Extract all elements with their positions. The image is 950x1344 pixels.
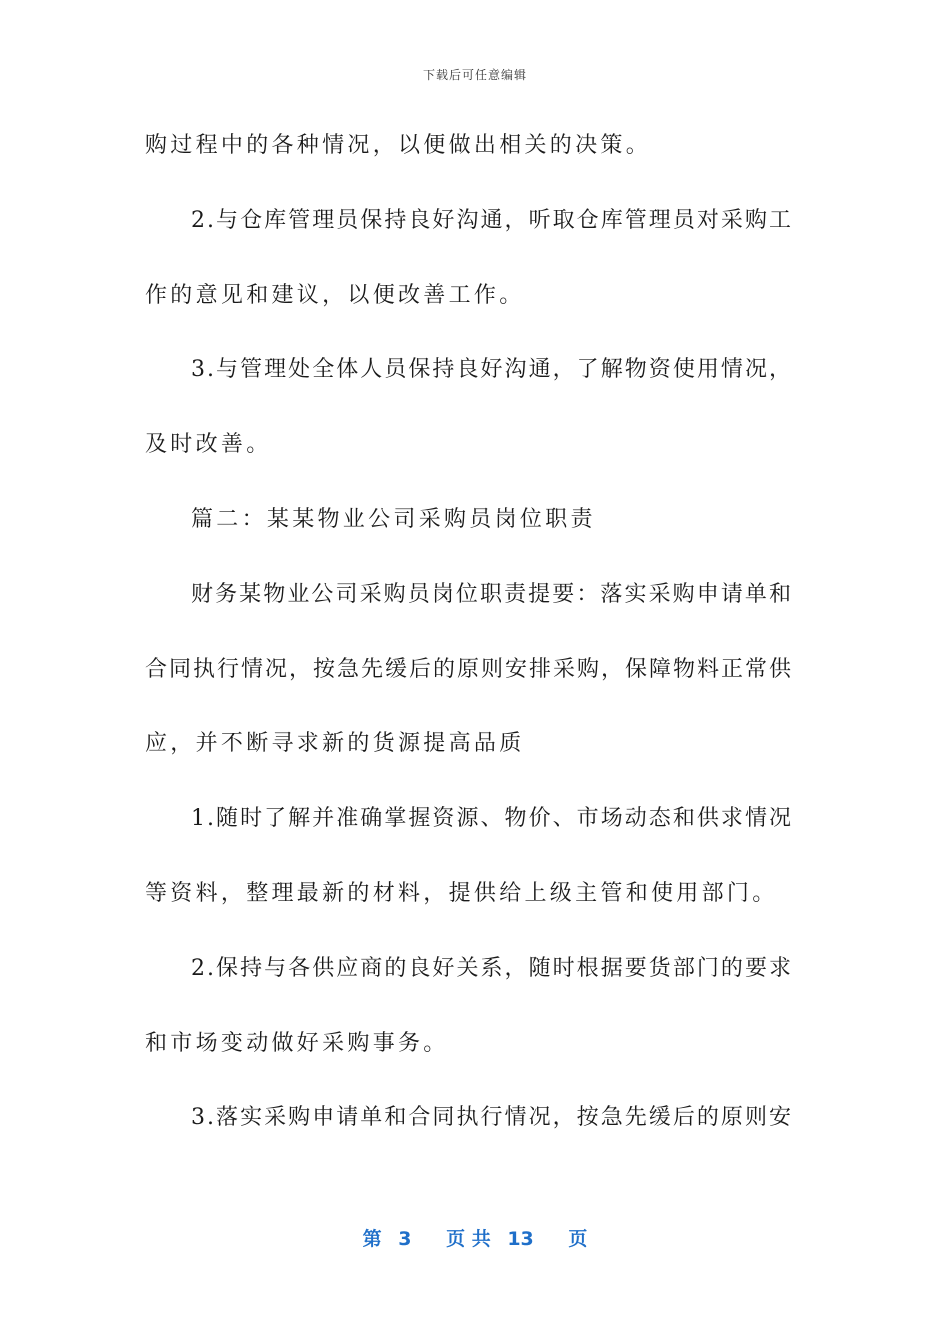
- section-heading: 篇二：某某物业公司采购员岗位职责: [191, 506, 596, 532]
- page-header: 下载后可任意编辑: [422, 68, 527, 82]
- body-line: 及时改善。: [145, 432, 272, 458]
- footer-suffix: 页: [568, 1228, 588, 1250]
- body-line: 和市场变动做好采购事务。: [145, 1030, 449, 1056]
- page-footer: [0, 1224, 950, 1251]
- body-line: 财务某物业公司采购员岗位职责提要：落实采购申请单和: [191, 581, 793, 607]
- body-line: 合同执行情况，按急先缓后的原则安排采购，保障物料正常供: [145, 656, 794, 682]
- body-line: 等资料，整理最新的材料，提供给上级主管和使用部门。: [145, 880, 778, 906]
- current-page-number: 3: [398, 1228, 412, 1250]
- total-pages-number: 13: [507, 1228, 534, 1250]
- document-body: [145, 118, 793, 1165]
- body-line: 3.落实采购申请单和合同执行情况，按急先缓后的原则安: [191, 1105, 793, 1131]
- body-line: 3.与管理处全体人员保持良好沟通，了解物资使用情况，: [191, 357, 793, 383]
- body-line: 作的意见和建议，以便改善工作。: [145, 282, 525, 308]
- body-line: 购过程中的各种情况，以便做出相关的决策。: [145, 133, 652, 158]
- footer-prefix: 第: [362, 1228, 382, 1250]
- body-line: 2.保持与各供应商的良好关系，随时根据要货部门的要求: [191, 955, 793, 981]
- body-line: 应，并不断寻求新的货源提高品质: [145, 731, 525, 757]
- body-line: 2.与仓库管理员保持良好沟通，听取仓库管理员对采购工: [191, 207, 793, 233]
- body-line: 1.随时了解并准确掌握资源、物价、市场动态和供求情况: [191, 806, 793, 832]
- footer-middle: 页 共: [446, 1228, 491, 1250]
